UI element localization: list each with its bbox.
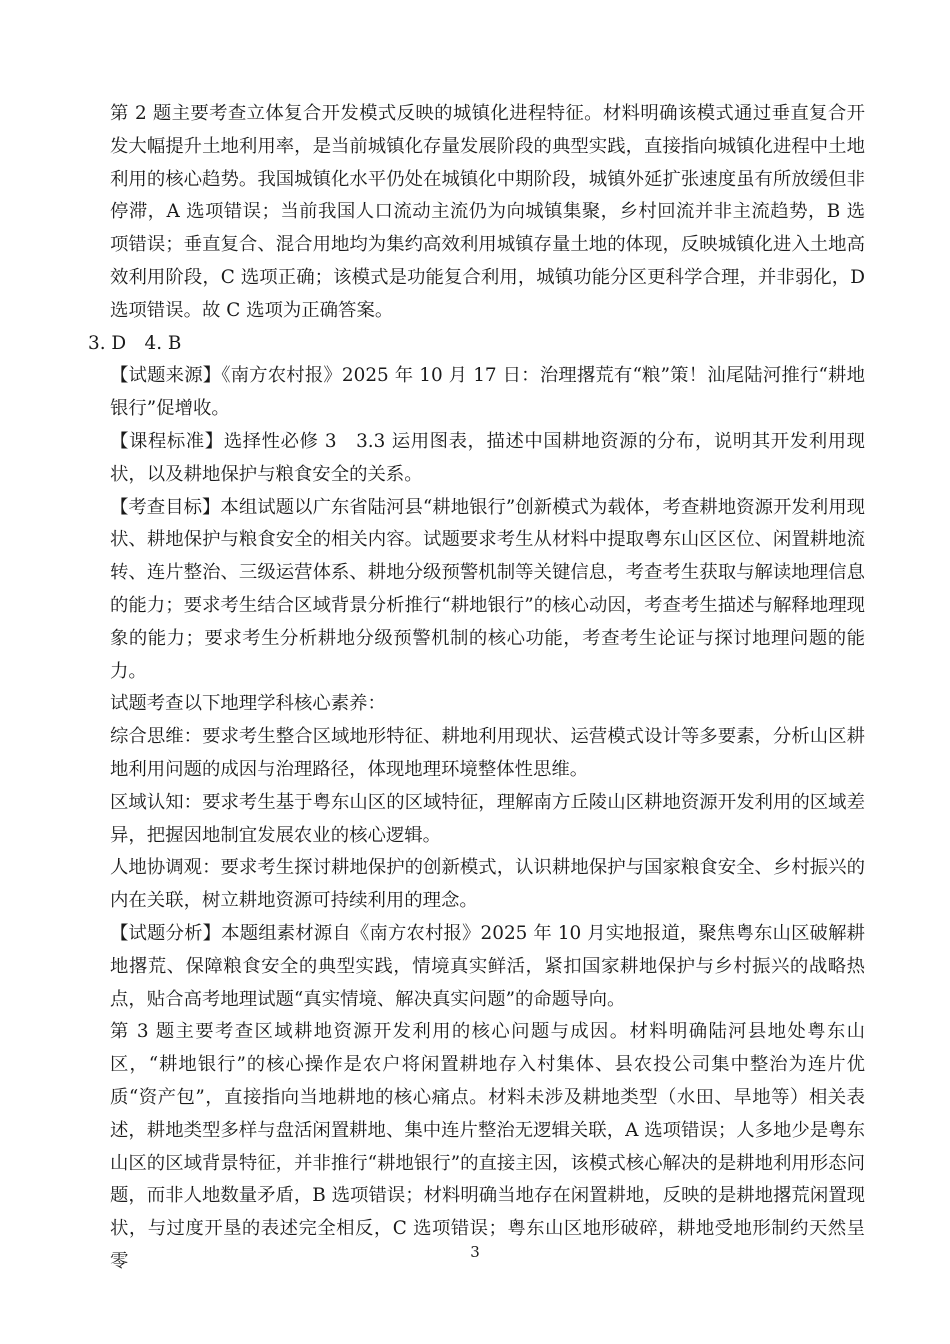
paragraph-assessment-goal: 【考查目标】本组试题以广东省陆河县“耕地银行”创新模式为载体，考查耕地资源开发利用现状、耕地保护与粮食安全的相关内容。试题要求考生从材料中提取粤东山区区位、闲置耕地流转、连片整治、三级运营体系、耕地分级预警机制等关键信息，考查考生获取与解读地理信息的能力；要求考生结合区域背景分析推行“耕地银行”的核心动因，考查考生描述与解释地理现象的能力；要求考生分析耕地分级预警机制的核心功能，考查考生论证与探讨地理问题的能力。 <box>110 496 865 682</box>
answer-line: 3. D 4. B <box>88 332 182 354</box>
paragraph-q3-analysis: 第 3 题主要考查区域耕地资源开发利用的核心问题与成因。材料明确陆河县地处粤东山区，“耕地银行”的核心操作是农户将闲置耕地存入村集体、县农投公司集中整治为连片优质“资产包”，直接指向当地耕地的核心痛点。材料未涉及耕地类型（水田、旱地等）相关表述，耕地类型多样与盘活闲置耕地、集中连片整治无逻辑关联，A 选项错误；人多地少是粤东山区的区域背景特征，并非推行“耕地银行”的直接主因，该模式核心解决的是耕地利用形态问题，而非人地数量矛盾，B 选项错误；材料明确当地存在闲置耕地，反映的是耕地撂荒闲置现状，与过度开垦的表述完全相反，C 选项错误；粤东山区地形破碎，耕地受地形制约天然呈零 <box>110 1021 865 1272</box>
paragraph-q2-analysis: 第 2 题主要考查立体复合开发模式反映的城镇化进程特征。材料明确该模式通过垂直复合开发大幅提升土地利用率，是当前城镇化存量发展阶段的典型实践，直接指向城镇化进程中土地利用的核心趋势。我国城镇化水平仍处在城镇化中期阶段，城镇外延扩张速度虽有所放缓但非停滞，A 选项错误；当前我国人口流动主流仍为向城镇集聚，乡村回流并非主流趋势，B 选项错误；垂直复合、混合用地均为集约高效利用城镇存量土地的体现，反映城镇化进入土地高效利用阶段，C 选项正确；该模式是功能复合利用，城镇功能分区更科学合理，并非弱化，D 选项错误。故 C 选项为正确答案。 <box>110 103 865 321</box>
paragraph-human-earth-coordination: 人地协调观：要求考生探讨耕地保护的创新模式，认识耕地保护与国家粮食安全、乡村振兴的内在关联，树立耕地资源可持续利用的理念。 <box>110 857 865 912</box>
paragraph-curriculum-standard: 【课程标准】选择性必修 3 3.3 运用图表，描述中国耕地资源的分布，说明其开发利用现状，以及耕地保护与粮食安全的关系。 <box>110 430 865 485</box>
paragraph-source: 【试题来源】《南方农村报》2025 年 10 月 17 日：治理撂荒有“粮”策！汕尾陆河推行“耕地银行”促增收。 <box>110 365 865 420</box>
paragraph-question-analysis: 【试题分析】本题组素材源自《南方农村报》2025 年 10 月实地报道，聚焦粤东山区破解耕地撂荒、保障粮食安全的典型实践，情境真实鲜活，紧扣国家耕地保护与乡村振兴的战略热点，贴合高考地理试题“真实情境、解决真实问题”的命题导向。 <box>110 922 865 1010</box>
paragraph-regional-cognition: 区域认知：要求考生基于粤东山区的区域特征，理解南方丘陵山区耕地资源开发利用的区域差异，把握因地制宜发展农业的核心逻辑。 <box>110 791 865 846</box>
paragraph-integrated-thinking: 综合思维：要求考生整合区域地形特征、耕地利用现状、运营模式设计等多要素，分析山区耕地利用问题的成因与治理路径，体现地理环境整体性思维。 <box>110 726 865 780</box>
page-number: 3 <box>470 1243 480 1261</box>
paragraph-core-literacy-intro: 试题考查以下地理学科核心素养： <box>110 693 386 715</box>
body-text <box>88 98 865 1279</box>
